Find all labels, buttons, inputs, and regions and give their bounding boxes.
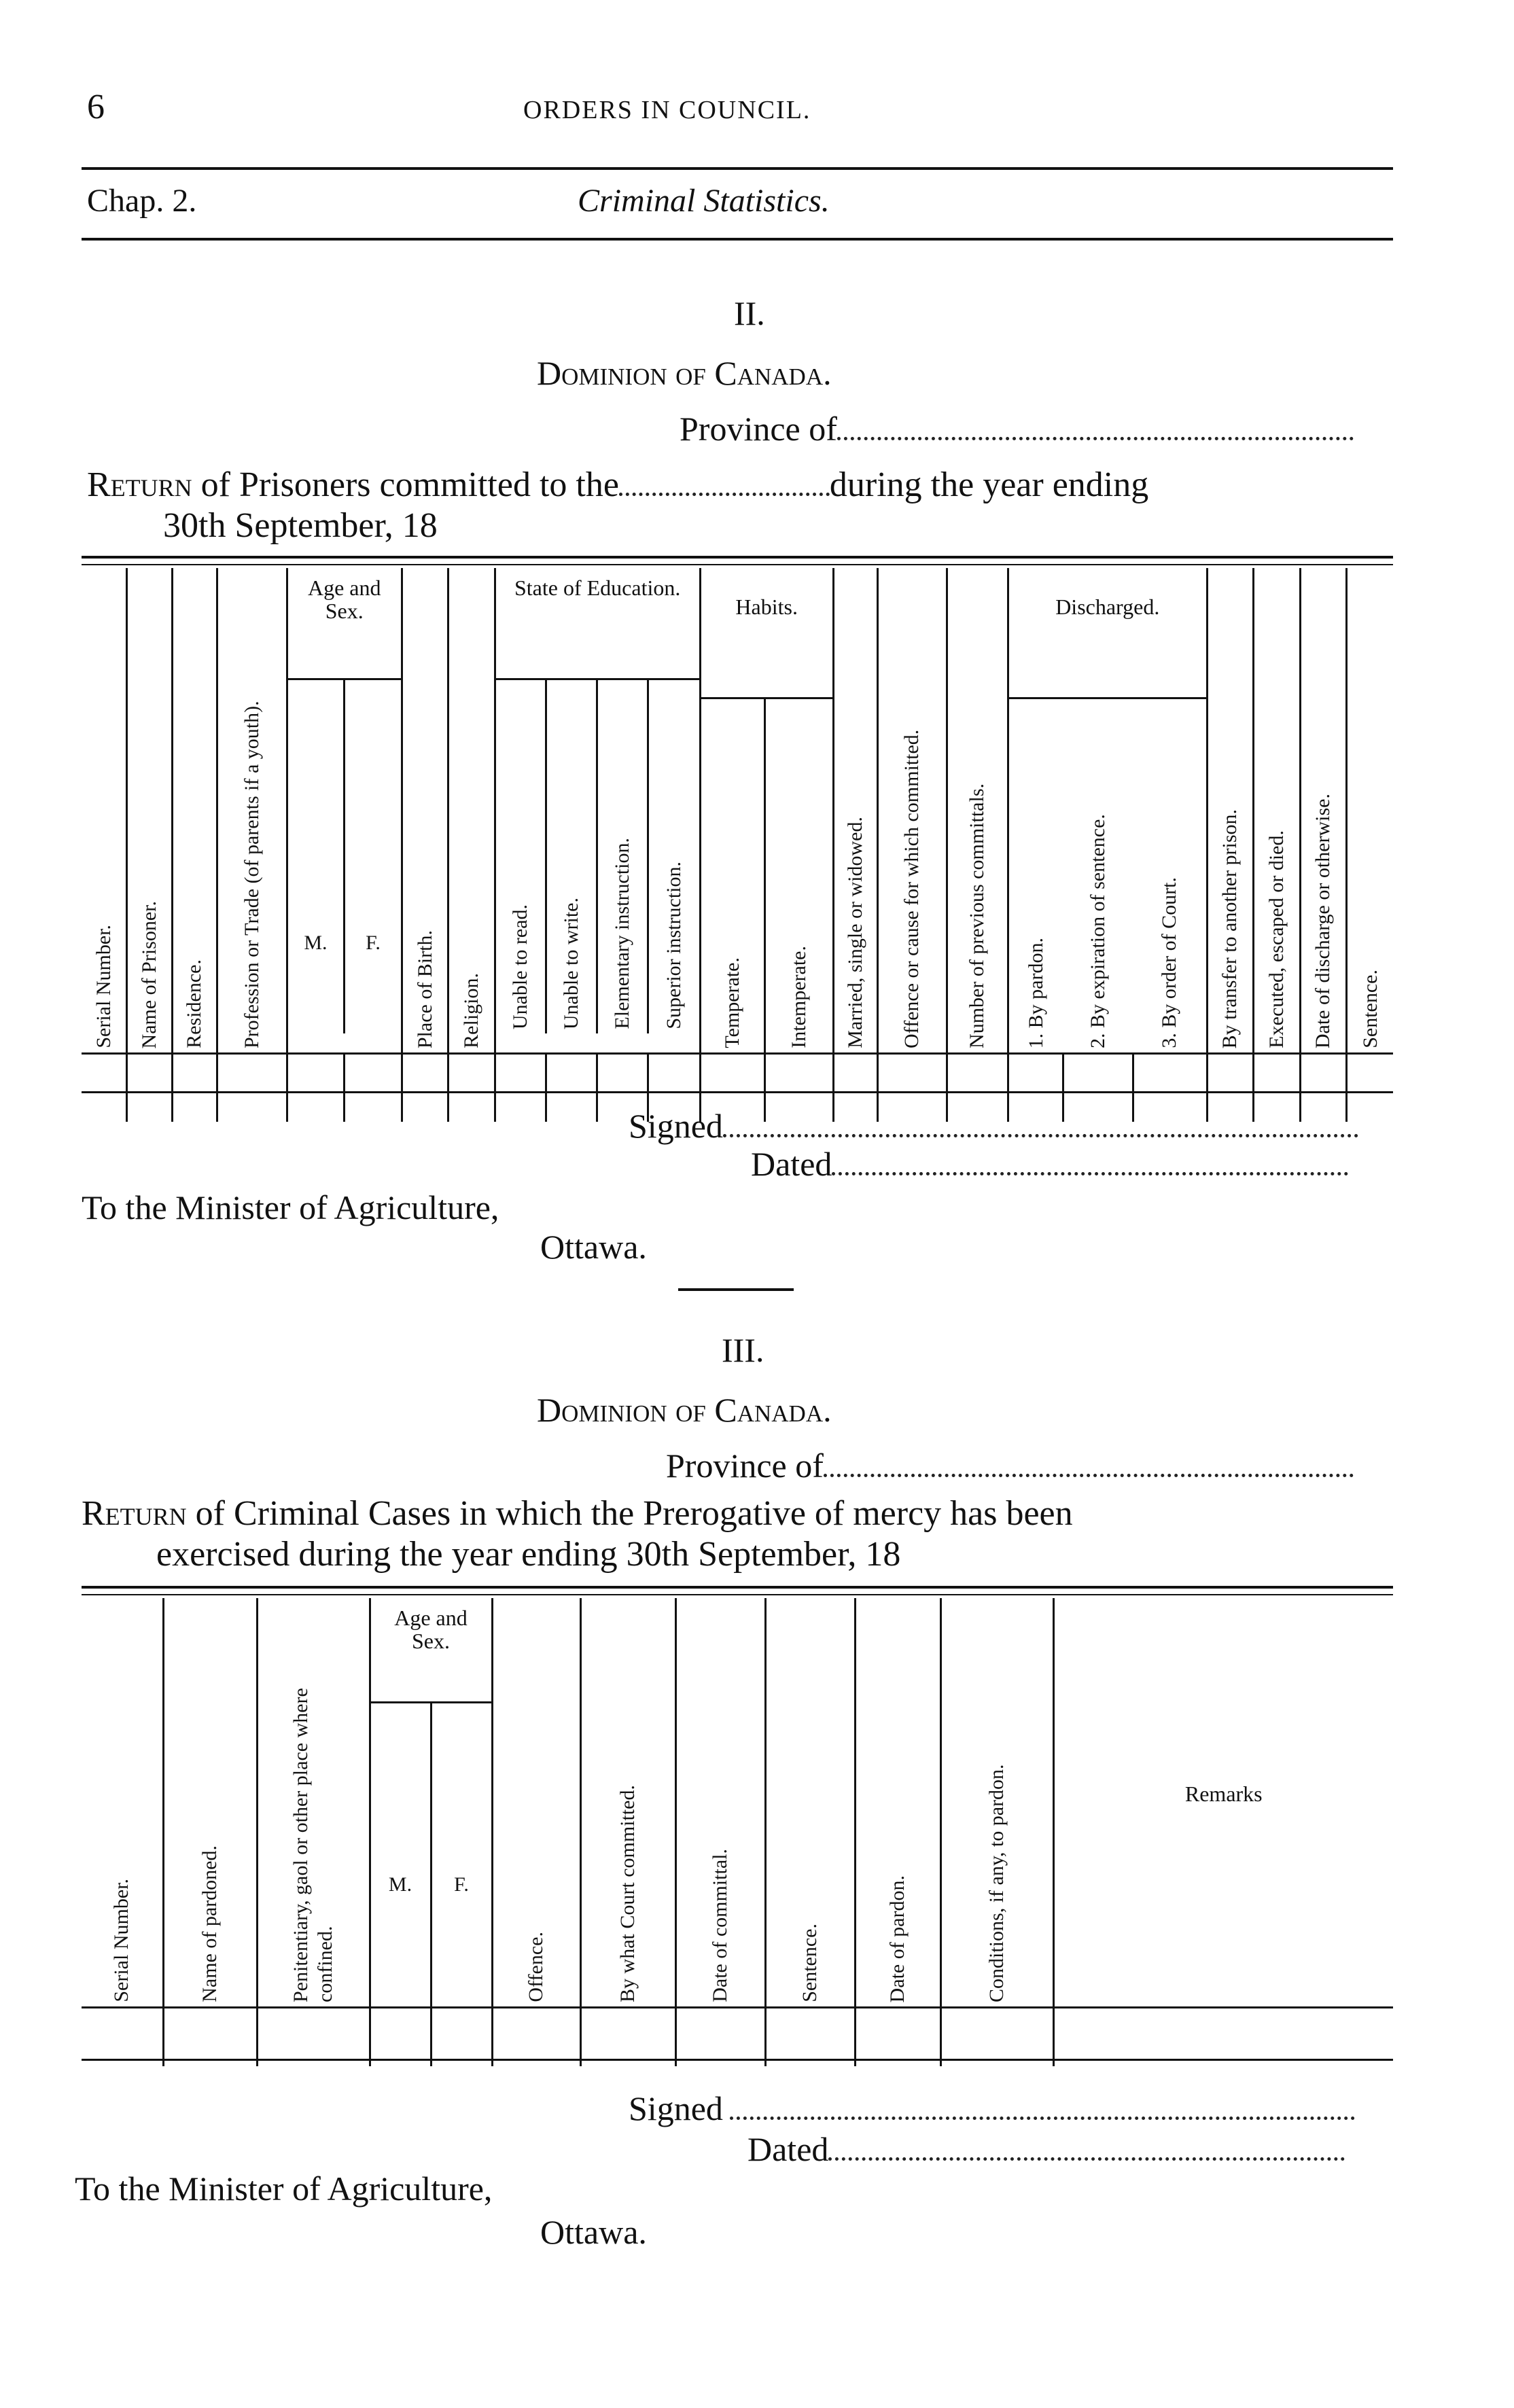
form2-col-elementary: Elementary instruction. [596, 680, 647, 1033]
form2-heading: Dominion of Canada. [537, 354, 832, 392]
form2-col-discharge-date: Date of discharge or otherwise. [1300, 568, 1346, 1054]
form3-signed-label: Signed [629, 2089, 723, 2127]
form2-col-female: F. [343, 680, 401, 1033]
form2-table [82, 568, 1393, 1122]
form3-numeral: III. [722, 1331, 764, 1369]
form2-col-superior: Superior instruction. [647, 680, 699, 1033]
form2-dated-label: Dated [751, 1145, 832, 1183]
form2-return-blank [619, 492, 830, 496]
form2-group-age-sex [287, 568, 402, 1054]
form2-col-temperate: Temperate. [720, 957, 743, 1048]
chapter-label: Chap. 2. [87, 183, 197, 219]
form2-to-minister: To the Minister of Agriculture, [82, 1188, 499, 1226]
form2-province-label: Province of [680, 410, 837, 448]
form3-return-text: of Criminal Cases in which the Prerogative of mercy has been [195, 1494, 1073, 1533]
running-head: ORDERS IN COUNCIL. [523, 96, 811, 124]
form2-group-habits-label: Habits. [701, 568, 832, 699]
form3-col-serial: Serial Number. [82, 1598, 163, 2008]
form2-signed-label: Signed [629, 1107, 723, 1145]
form3-col-offence: Offence. [492, 1598, 580, 2008]
form2-numeral: II. [734, 294, 765, 332]
form3-province-label: Province of [666, 1447, 824, 1485]
form2-col-offence: Offence or cause for which committed. [877, 568, 947, 1054]
form3-province-blank [824, 1473, 1354, 1477]
form2-signed-blank [723, 1133, 1358, 1137]
form2-return-lead: Return [87, 465, 192, 504]
form3-dated [747, 2129, 1345, 2169]
form3-province [666, 1446, 1354, 1485]
form2-col-transfer: By transfer to another prison. [1207, 568, 1253, 1054]
form3-col-committal-date: Date of committal. [675, 1598, 765, 2008]
form3-to-minister: To the Minister of Agriculture, [75, 2170, 493, 2208]
form2-dated [751, 1144, 1348, 1184]
form2-group-age-sex-label: Age and Sex. [288, 568, 401, 680]
form3-group-age-sex-label: Age and Sex. [371, 1598, 491, 1703]
form2-table-top-rule [82, 556, 1393, 559]
form3-ottawa: Ottawa. [540, 2213, 647, 2251]
form2-group-discharged-label: Discharged. [1009, 568, 1206, 699]
form3-col-court: By what Court committed. [580, 1598, 675, 2008]
form2-return-tail: during the year ending [829, 465, 1149, 504]
form3-col-sentence: Sentence. [765, 1598, 855, 2008]
form2-table-top-rule-thin [82, 564, 1393, 565]
form2-province [680, 409, 1354, 448]
form2-col-serial: Serial Number. [82, 568, 127, 1054]
form3-dated-blank [828, 2157, 1345, 2161]
form2-signed [629, 1106, 1358, 1146]
form3-table-top-rule [82, 1586, 1393, 1589]
form2-col-previous: Number of previous committals. [947, 568, 1008, 1054]
section-title: Criminal Statistics. [578, 183, 830, 219]
form2-ottawa: Ottawa. [540, 1228, 647, 1266]
form2-group-education [495, 568, 700, 1054]
form2-group-discharged [1008, 568, 1207, 1054]
form2-col-pardon: 1. By pardon. [1024, 937, 1047, 1048]
form2-dated-blank [832, 1171, 1348, 1175]
form2-col-executed: Executed, escaped or died. [1254, 568, 1300, 1054]
form2-col-intemperate: Intemperate. [764, 699, 832, 1052]
header-rule [82, 167, 1393, 170]
form2-return-text: of Prisoners committed to the [200, 465, 619, 504]
page-number: 6 [87, 88, 105, 126]
form3-col-male: M. [388, 1873, 412, 1896]
form3-return-lead: Return [82, 1494, 187, 1533]
form3-return-line2: exercised during the year ending 30th September, 18 [156, 1535, 901, 1574]
form3-col-place: Penitentiary, gaol or other place where confined. [257, 1598, 370, 2008]
form-separator [678, 1288, 794, 1291]
form3-col-pardon-date: Date of pardon. [855, 1598, 940, 2008]
form2-col-expiration: 2. By expiration of sentence. [1086, 814, 1109, 1048]
form2-col-unable-write: Unable to write. [545, 680, 596, 1033]
form2-col-order-court: 3. By order of Court. [1157, 877, 1180, 1048]
form3-signed [629, 2089, 1355, 2128]
form3-col-conditions: Conditions, if any, to pardon. [940, 1598, 1053, 2008]
form3-heading: Dominion of Canada. [537, 1391, 832, 1429]
form2-col-marital: Married, single or widowed. [833, 568, 877, 1054]
form3-table-top-rule-thin [82, 1594, 1393, 1595]
form2-col-sentence: Sentence. [1347, 568, 1393, 1054]
form3-col-female: F. [430, 1703, 491, 2006]
form2-province-blank [837, 436, 1354, 440]
form3-signed-blank [730, 2116, 1355, 2120]
form2-return-line1 [87, 465, 1148, 505]
form2-col-residence: Residence. [172, 568, 217, 1054]
form2-return-line2: 30th September, 18 [163, 506, 438, 545]
form2-group-education-label: State of Education. [496, 568, 699, 680]
form3-col-remarks: Remarks [1053, 1598, 1393, 2008]
form2-col-name: Name of Prisoner. [127, 568, 173, 1054]
form3-col-name: Name of pardoned. [163, 1598, 257, 2008]
form3-group-age-sex [370, 1598, 492, 2008]
form3-table-bottom-rule [82, 2059, 1393, 2061]
form3-dated-label: Dated [747, 2130, 829, 2168]
form2-col-unable-read: Unable to read. [508, 904, 531, 1029]
form2-col-profession: Profession or Trade (of parents if a youth). [217, 568, 287, 1054]
form3-return-line1 [82, 1493, 1073, 1534]
section-rule [82, 238, 1393, 241]
form2-table-bottom-rule [82, 1091, 1393, 1093]
form2-group-habits [700, 568, 833, 1054]
form2-col-religion: Religion. [448, 568, 495, 1054]
form3-table [82, 1598, 1393, 2066]
form2-col-male: M. [304, 932, 328, 954]
form3-blank-row [82, 2008, 1393, 2066]
form2-col-birthplace: Place of Birth. [402, 568, 448, 1054]
